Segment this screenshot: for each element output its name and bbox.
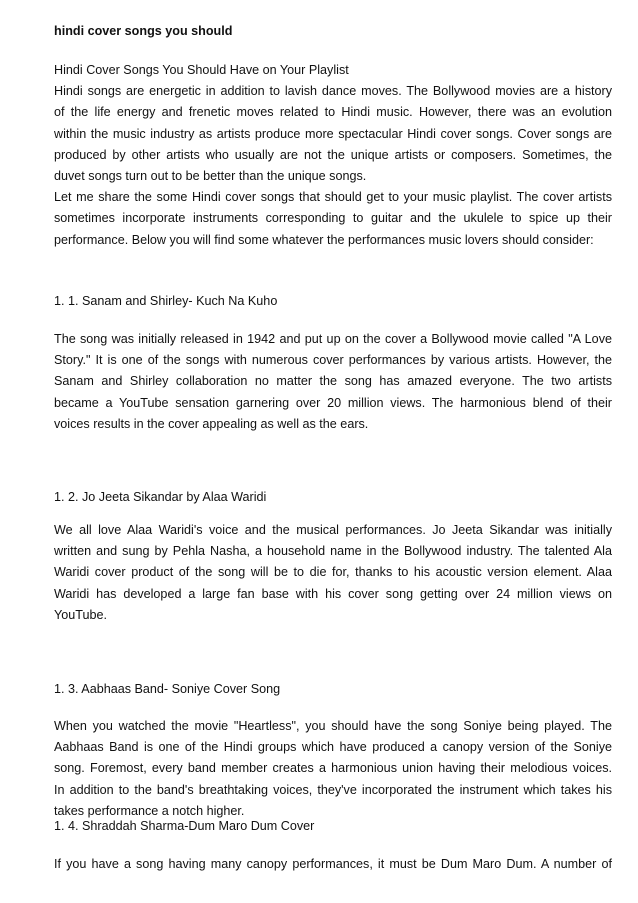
text-line: duvet songs turn out to be better than the unique songs.: [54, 168, 367, 183]
text-line: takes performance a notch higher.: [54, 803, 245, 818]
text-line: of the life energy and frenetic moves related to Hindi music. However, there was an evolution: [54, 105, 612, 120]
text-line: In addition to the band's breathtaking voices, they've incorporated the instrument which takes his: [54, 782, 612, 797]
text-line: Hindi songs are energetic in addition to lavish dance moves. The Bollywood movies are a history: [54, 84, 612, 99]
section-heading: 1. 4. Shraddah Sharma-Dum Maro Dum Cover: [54, 819, 315, 833]
section-heading: 1. 1. Sanam and Shirley- Kuch Na Kuho: [54, 294, 278, 308]
text-line: written and sung by Pehla Nasha, a household name in the Bollywood industry. The talented Ala: [54, 544, 612, 559]
text-line: We all love Alaa Waridi's voice and the musical performances. Jo Jeeta Sikandar was initially: [54, 523, 612, 537]
text-line: song. Foremost, every band member creates a harmonious union having their melodious voices.: [54, 761, 612, 776]
text-line: produced by other artists who usually are not the unique artists or composers. Sometimes, the: [54, 147, 612, 162]
document-title: hindi cover songs you should: [54, 24, 233, 38]
section-paragraph: [54, 329, 612, 435]
section-paragraph: [54, 854, 612, 875]
section-heading: 1. 2. Jo Jeeta Sikandar by Alaa Waridi: [54, 490, 267, 504]
text-line: voices results in the cover appealing as well as the ears.: [54, 416, 369, 431]
text-line: performance. Below you will find some whatever the performances music lovers should consider:: [54, 232, 594, 247]
section-heading: 1. 3. Aabhaas Band- Soniye Cover Song: [54, 682, 281, 696]
text-line: Let me share the some Hindi cover songs that should get to your music playlist. The cover artists: [54, 190, 612, 205]
section-paragraph: [54, 716, 612, 822]
text-line: sometimes incorporate instruments corresponding to guitar and the ukulele to spice up their: [54, 211, 612, 226]
text-line: When you watched the movie "Heartless", you should have the song Soniye being played. The: [54, 719, 612, 733]
intro-subtitle: Hindi Cover Songs You Should Have on Your Playlist: [54, 63, 349, 77]
text-line: Waridi cover product of the song will be to die for, thanks to his acoustic version element. Alaa: [54, 565, 612, 580]
text-line: YouTube.: [54, 607, 107, 622]
text-line: Waridi has developed a large fan base with his cover song getting over 24 million views on: [54, 586, 612, 601]
text-line: Story." It is one of the songs with numerous cover performances by various artists. However, the: [54, 353, 612, 368]
text-line: Aabhaas Band is one of the Hindi groups which have produced a canopy version of the Soniye: [54, 740, 612, 755]
text-line: The song was initially released in 1942 and put up on the cover a Bollywood movie called "A Love: [54, 332, 612, 346]
text-line: within the music industry as artists produce more spectacular Hindi cover songs. Cover songs are: [54, 126, 612, 141]
intro-paragraph: [54, 60, 612, 251]
text-line: Sanam and Shirley collaboration no matter the song has amazed everyone. The two artists: [54, 374, 612, 389]
text-line: became a YouTube sensation garnering over 20 million views. The harmonious blend of their: [54, 395, 612, 410]
section-paragraph: [54, 520, 612, 626]
text-line: If you have a song having many canopy performances, it must be Dum Maro Dum. A number of: [54, 857, 612, 871]
